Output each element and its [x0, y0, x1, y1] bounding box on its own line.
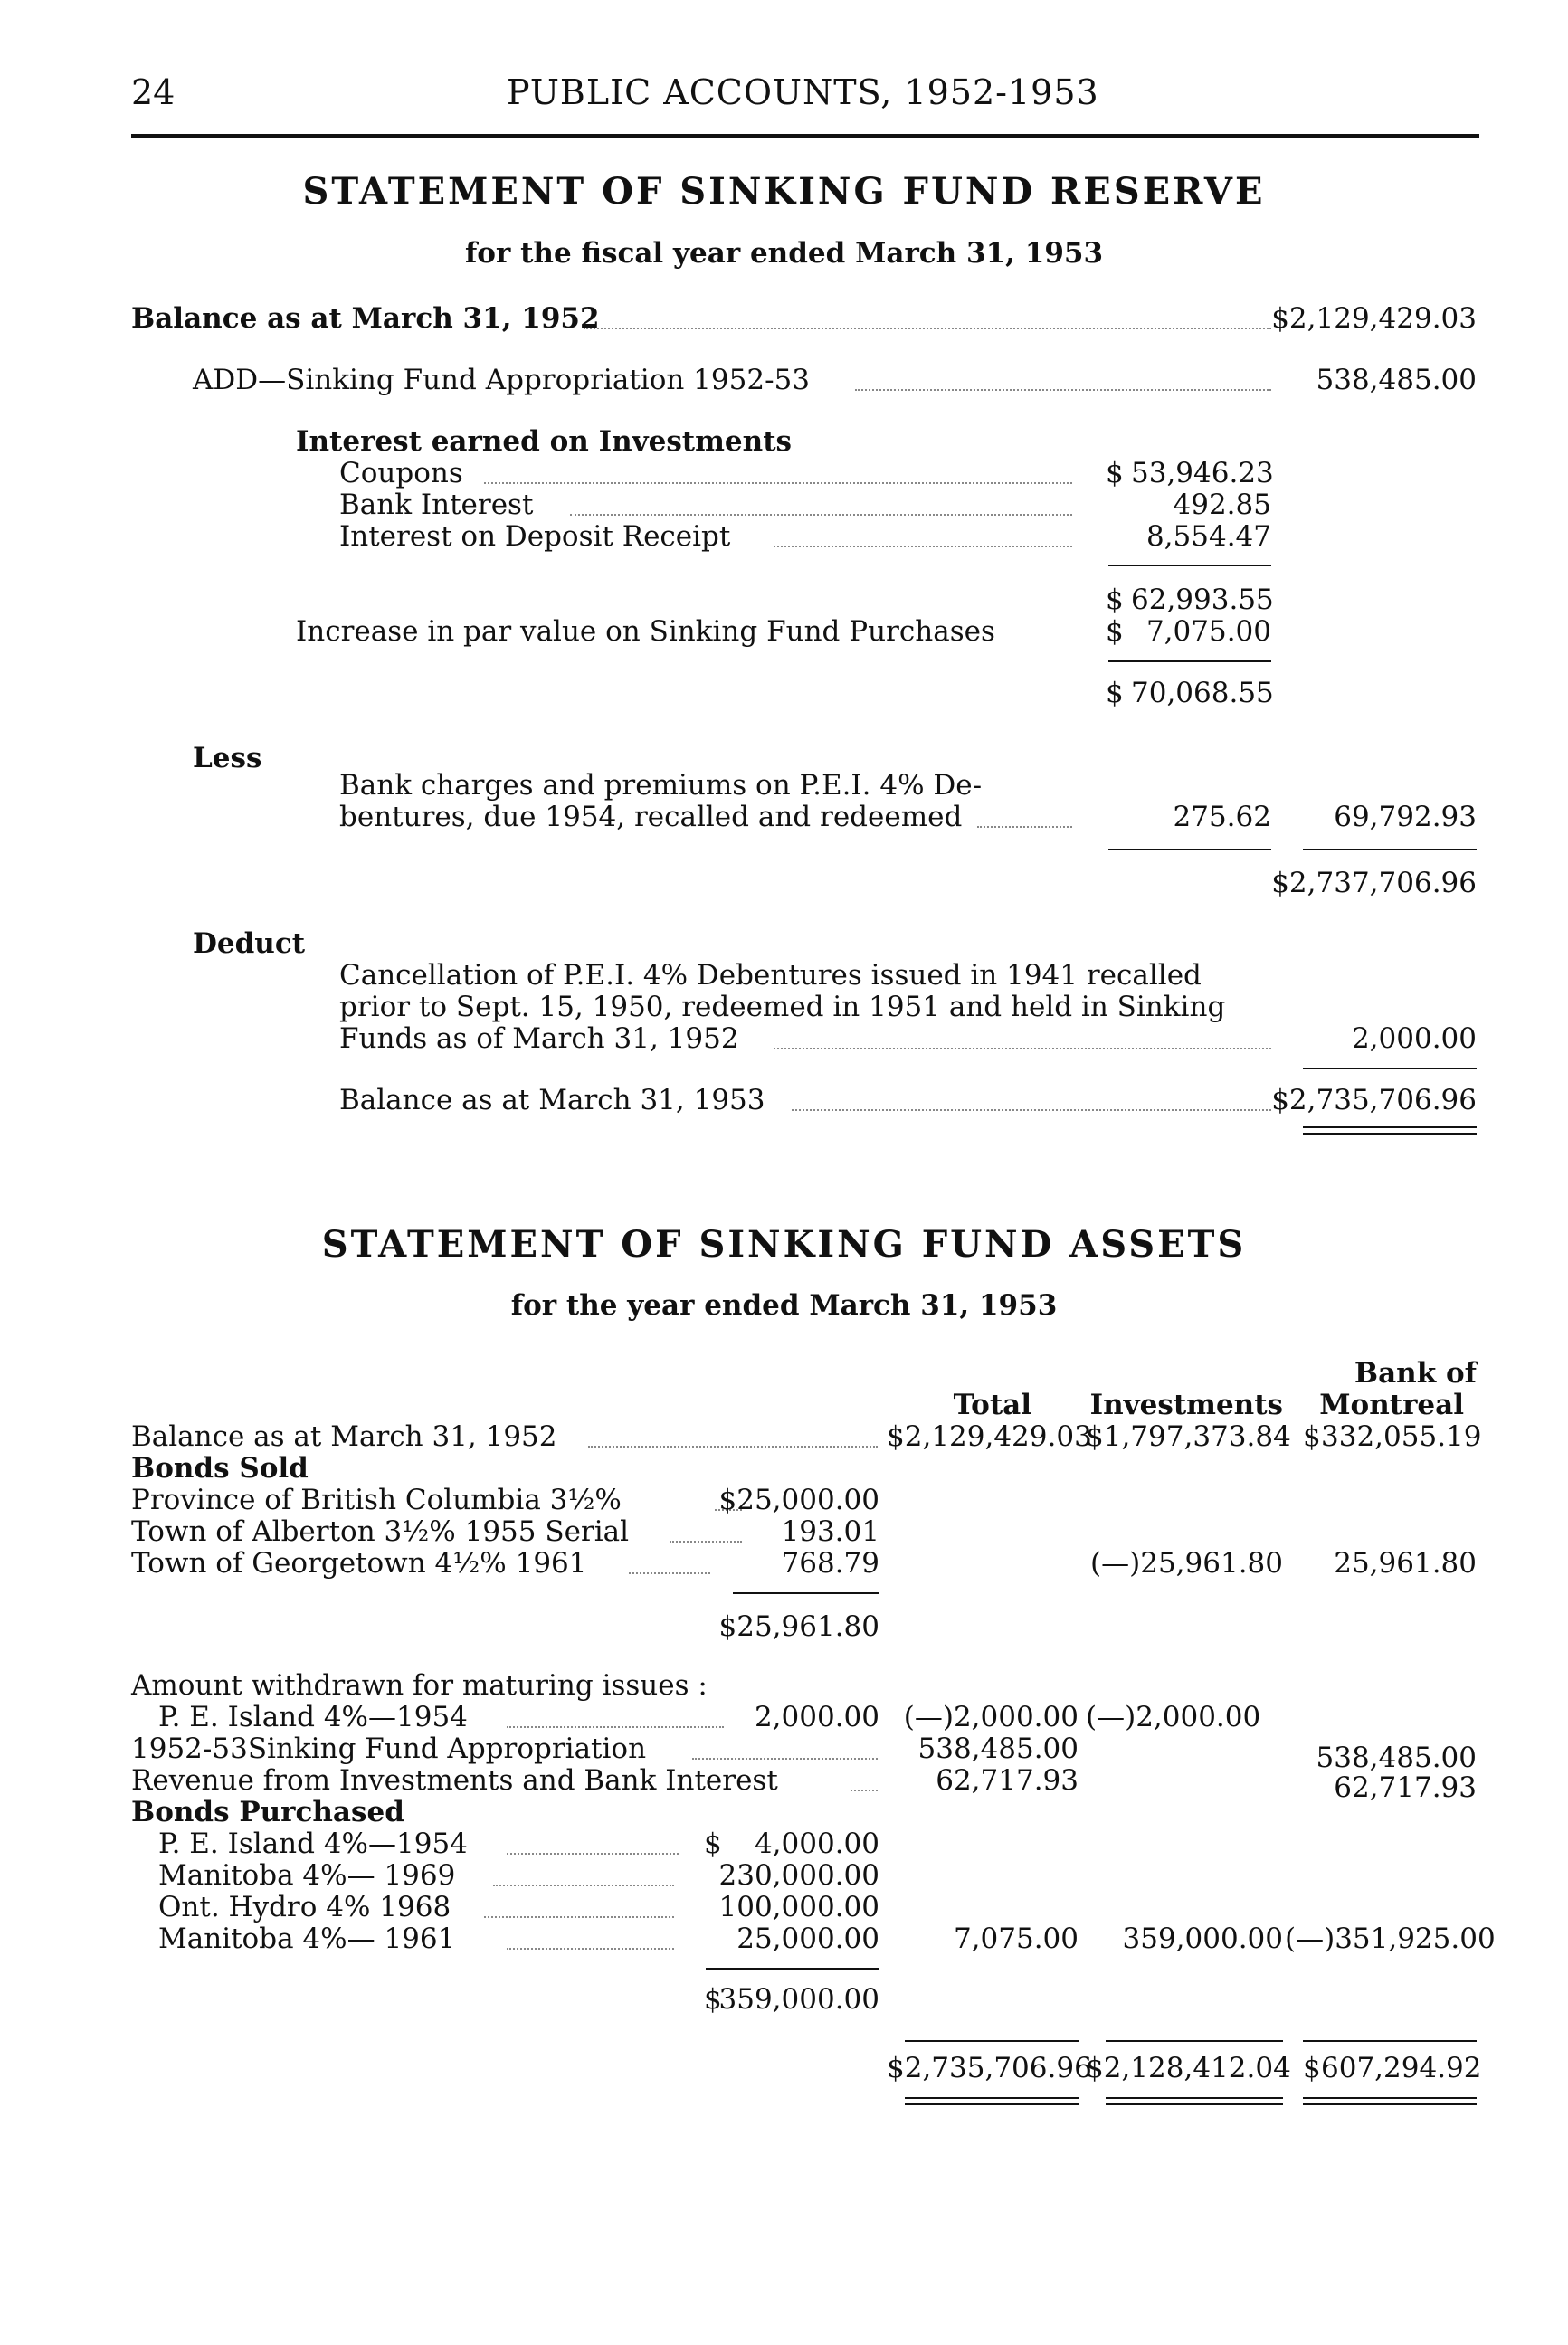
assets-balance-bank: 332,055.19 — [1321, 1420, 1482, 1453]
column-investments-header: Investments — [1089, 1389, 1283, 1421]
interest-total-dollar: $ — [1106, 584, 1124, 616]
revenue-bank: 62,717.93 — [1334, 1771, 1477, 1804]
final-total: $2,735,706.96 — [887, 2052, 1092, 2084]
cancellation-line1: Cancellation of P.E.I. 4% Debentures issued in 1941 recalled — [339, 959, 1202, 992]
sum-rule — [733, 1592, 879, 1594]
column-bank-header-line2: Montreal — [1319, 1389, 1464, 1421]
leader-dots — [507, 1726, 724, 1728]
double-rule — [1303, 2103, 1477, 2105]
sum-rule — [905, 2040, 1079, 2042]
coupons-dollar: $ — [1106, 457, 1124, 489]
assets-balance-investments: $1,797,373.84 — [1086, 1420, 1291, 1453]
header-rule — [131, 134, 1479, 138]
revenue-total: 62,717.93 — [936, 1764, 1079, 1797]
increase-par-value: 7,075.00 — [1145, 615, 1271, 648]
double-rule — [1106, 2103, 1283, 2105]
bond-purchased-value: 230,000.00 — [718, 1859, 879, 1892]
balance-1953-value: $2,735,706.96 — [1271, 1084, 1477, 1116]
withdrawn-pei-value: 2,000.00 — [754, 1701, 879, 1733]
leader-dots — [507, 1853, 679, 1855]
purchased-investments: 359,000.00 — [1122, 1923, 1283, 1955]
leader-dots — [774, 546, 1072, 547]
bonds-sold-total: $25,961.80 — [718, 1610, 879, 1643]
leader-dots — [484, 1916, 674, 1918]
bond-sold-item: Province of British Columbia 3½% — [131, 1484, 622, 1516]
sum-rule — [706, 1968, 879, 1970]
bond-purchased-value: 4,000.00 — [754, 1828, 879, 1860]
bond-purchased-value: 25,000.00 — [736, 1923, 879, 1955]
balance-1952-label: Balance as at March 31, 1952 — [131, 302, 600, 335]
add-appropriation-value: 538,485.00 — [1316, 364, 1477, 396]
increase-par-dollar: $ — [1106, 615, 1124, 648]
withdrawn-pei-label: P. E. Island 4%—1954 — [158, 1701, 468, 1733]
bond-purchased-item: Ont. Hydro 4% 1968 — [158, 1891, 451, 1923]
bonds-sold-investments: (—)25,961.80 — [1090, 1547, 1283, 1580]
appropriation-label: 1952-53Sinking Fund Appropriation — [131, 1733, 647, 1765]
cancellation-line2: prior to Sept. 15, 1950, redeemed in 1951 and held in Sinking — [339, 991, 1226, 1023]
column-bank-header-line1: Bank of — [1354, 1357, 1477, 1390]
leader-dots — [977, 826, 1072, 828]
bonds-sold-bank: 25,961.80 — [1334, 1547, 1477, 1580]
leader-dots — [629, 1572, 710, 1574]
final-bank: 607,294.92 — [1321, 2052, 1482, 2084]
double-rule — [1106, 2097, 1283, 2099]
increase-par-label: Increase in par value on Sinking Fund Purchases — [296, 615, 995, 648]
sum-rule — [1108, 565, 1271, 566]
less-label: Less — [193, 742, 262, 774]
bond-purchased-item: Manitoba 4%— 1969 — [158, 1859, 456, 1892]
double-rule — [905, 2103, 1079, 2105]
bonds-sold-heading: Bonds Sold — [131, 1452, 309, 1485]
balance-1953-label: Balance as at March 31, 1953 — [339, 1084, 765, 1116]
subtotal-value: 70,068.55 — [1131, 677, 1274, 709]
bank-charges-line2: bentures, due 1954, recalled and redeemed — [339, 801, 963, 833]
double-rule — [1303, 1133, 1477, 1135]
withdrawn-pei-total: (—)2,000.00 — [903, 1701, 1079, 1733]
bond-purchased-value: 100,000.00 — [718, 1891, 879, 1923]
leader-dots — [493, 1885, 674, 1886]
assets-subtitle: for the year ended March 31, 1953 — [510, 1289, 1058, 1322]
cancellation-line3: Funds as of March 31, 1952 — [339, 1022, 739, 1055]
double-rule — [1303, 1126, 1477, 1128]
bond-sold-value: $25,000.00 — [718, 1484, 879, 1516]
withdrawn-pei-investments: (—)2,000.00 — [1086, 1701, 1261, 1733]
leader-dots — [584, 328, 1271, 329]
assets-balance-bank-dollar: $ — [1303, 1420, 1321, 1453]
leader-dots — [851, 1790, 878, 1791]
purchased-total-col: 7,075.00 — [953, 1923, 1079, 1955]
bank-interest-value: 492.85 — [1173, 489, 1271, 521]
final-bank-dollar: $ — [1303, 2052, 1321, 2084]
sum-rule — [1108, 849, 1271, 850]
assets-title: STATEMENT OF SINKING FUND ASSETS — [321, 1223, 1247, 1266]
bonds-purchased-heading: Bonds Purchased — [131, 1796, 404, 1828]
double-rule — [1303, 2097, 1477, 2099]
leader-dots — [570, 514, 1072, 516]
bond-purchased-dollar: $ — [704, 1828, 722, 1860]
sum-rule — [1106, 2040, 1283, 2042]
purchased-bank: (—)351,925.00 — [1285, 1923, 1496, 1955]
leader-dots — [692, 1758, 878, 1760]
deduct-label: Deduct — [193, 927, 306, 960]
reserve-subtitle: for the fiscal year ended March 31, 1953 — [464, 237, 1104, 270]
page-header-title: PUBLIC ACCOUNTS, 1952-1953 — [507, 72, 1099, 112]
reserve-title: STATEMENT OF SINKING FUND RESERVE — [302, 170, 1266, 213]
bank-charges-value: 275.62 — [1173, 801, 1271, 833]
appropriation-total: 538,485.00 — [917, 1733, 1079, 1765]
balance-1952-value: $2,129,429.03 — [1271, 302, 1477, 335]
leader-dots — [588, 1446, 878, 1448]
add-appropriation-label: ADD—Sinking Fund Appropriation 1952-53 — [193, 364, 810, 396]
deposit-interest-value: 8,554.47 — [1145, 520, 1271, 553]
withdrawn-label: Amount withdrawn for maturing issues : — [131, 1669, 708, 1702]
leader-dots — [774, 1048, 1271, 1049]
subtotal-dollar: $ — [1106, 677, 1124, 709]
final-investments: $2,128,412.04 — [1086, 2052, 1291, 2084]
page-number: 24 — [131, 72, 176, 112]
appropriation-bank: 538,485.00 — [1316, 1742, 1477, 1774]
sum-rule — [1303, 849, 1477, 850]
interest-heading: Interest earned on Investments — [296, 425, 792, 458]
sum-rule — [1108, 660, 1271, 662]
coupons-label: Coupons — [339, 457, 463, 489]
leader-dots — [484, 482, 1072, 484]
leader-dots — [855, 389, 1271, 391]
purchased-sum: 359,000.00 — [718, 1983, 879, 2016]
bond-sold-value: 768.79 — [781, 1547, 879, 1580]
bank-interest-label: Bank Interest — [339, 489, 534, 521]
sum-rule — [1303, 1068, 1477, 1069]
bond-sold-item: Town of Alberton 3½% 1955 Serial — [131, 1515, 630, 1548]
cancellation-value: 2,000.00 — [1351, 1022, 1477, 1055]
reserve-total-value: $2,737,706.96 — [1271, 867, 1477, 899]
coupons-value: 53,946.23 — [1131, 457, 1274, 489]
double-rule — [905, 2097, 1079, 2099]
leader-dots — [792, 1109, 1271, 1111]
net-increase-value: 69,792.93 — [1334, 801, 1477, 833]
assets-balance-label: Balance as at March 31, 1952 — [131, 1420, 557, 1453]
deposit-interest-label: Interest on Deposit Receipt — [339, 520, 731, 553]
bond-purchased-item: P. E. Island 4%—1954 — [158, 1828, 468, 1860]
revenue-label: Revenue from Investments and Bank Interest — [131, 1764, 778, 1797]
purchased-sum-dollar: $ — [704, 1983, 722, 2016]
sum-rule — [1303, 2040, 1477, 2042]
interest-total-value: 62,993.55 — [1131, 584, 1274, 616]
leader-dots — [507, 1948, 674, 1950]
bond-sold-value: 193.01 — [781, 1515, 879, 1548]
assets-balance-total: $2,129,429.03 — [887, 1420, 1092, 1453]
column-total-header: Total — [953, 1389, 1031, 1421]
bank-charges-line1: Bank charges and premiums on P.E.I. 4% De- — [339, 769, 983, 802]
bond-purchased-item: Manitoba 4%— 1961 — [158, 1923, 456, 1955]
bond-sold-item: Town of Georgetown 4½% 1961 — [131, 1547, 587, 1580]
